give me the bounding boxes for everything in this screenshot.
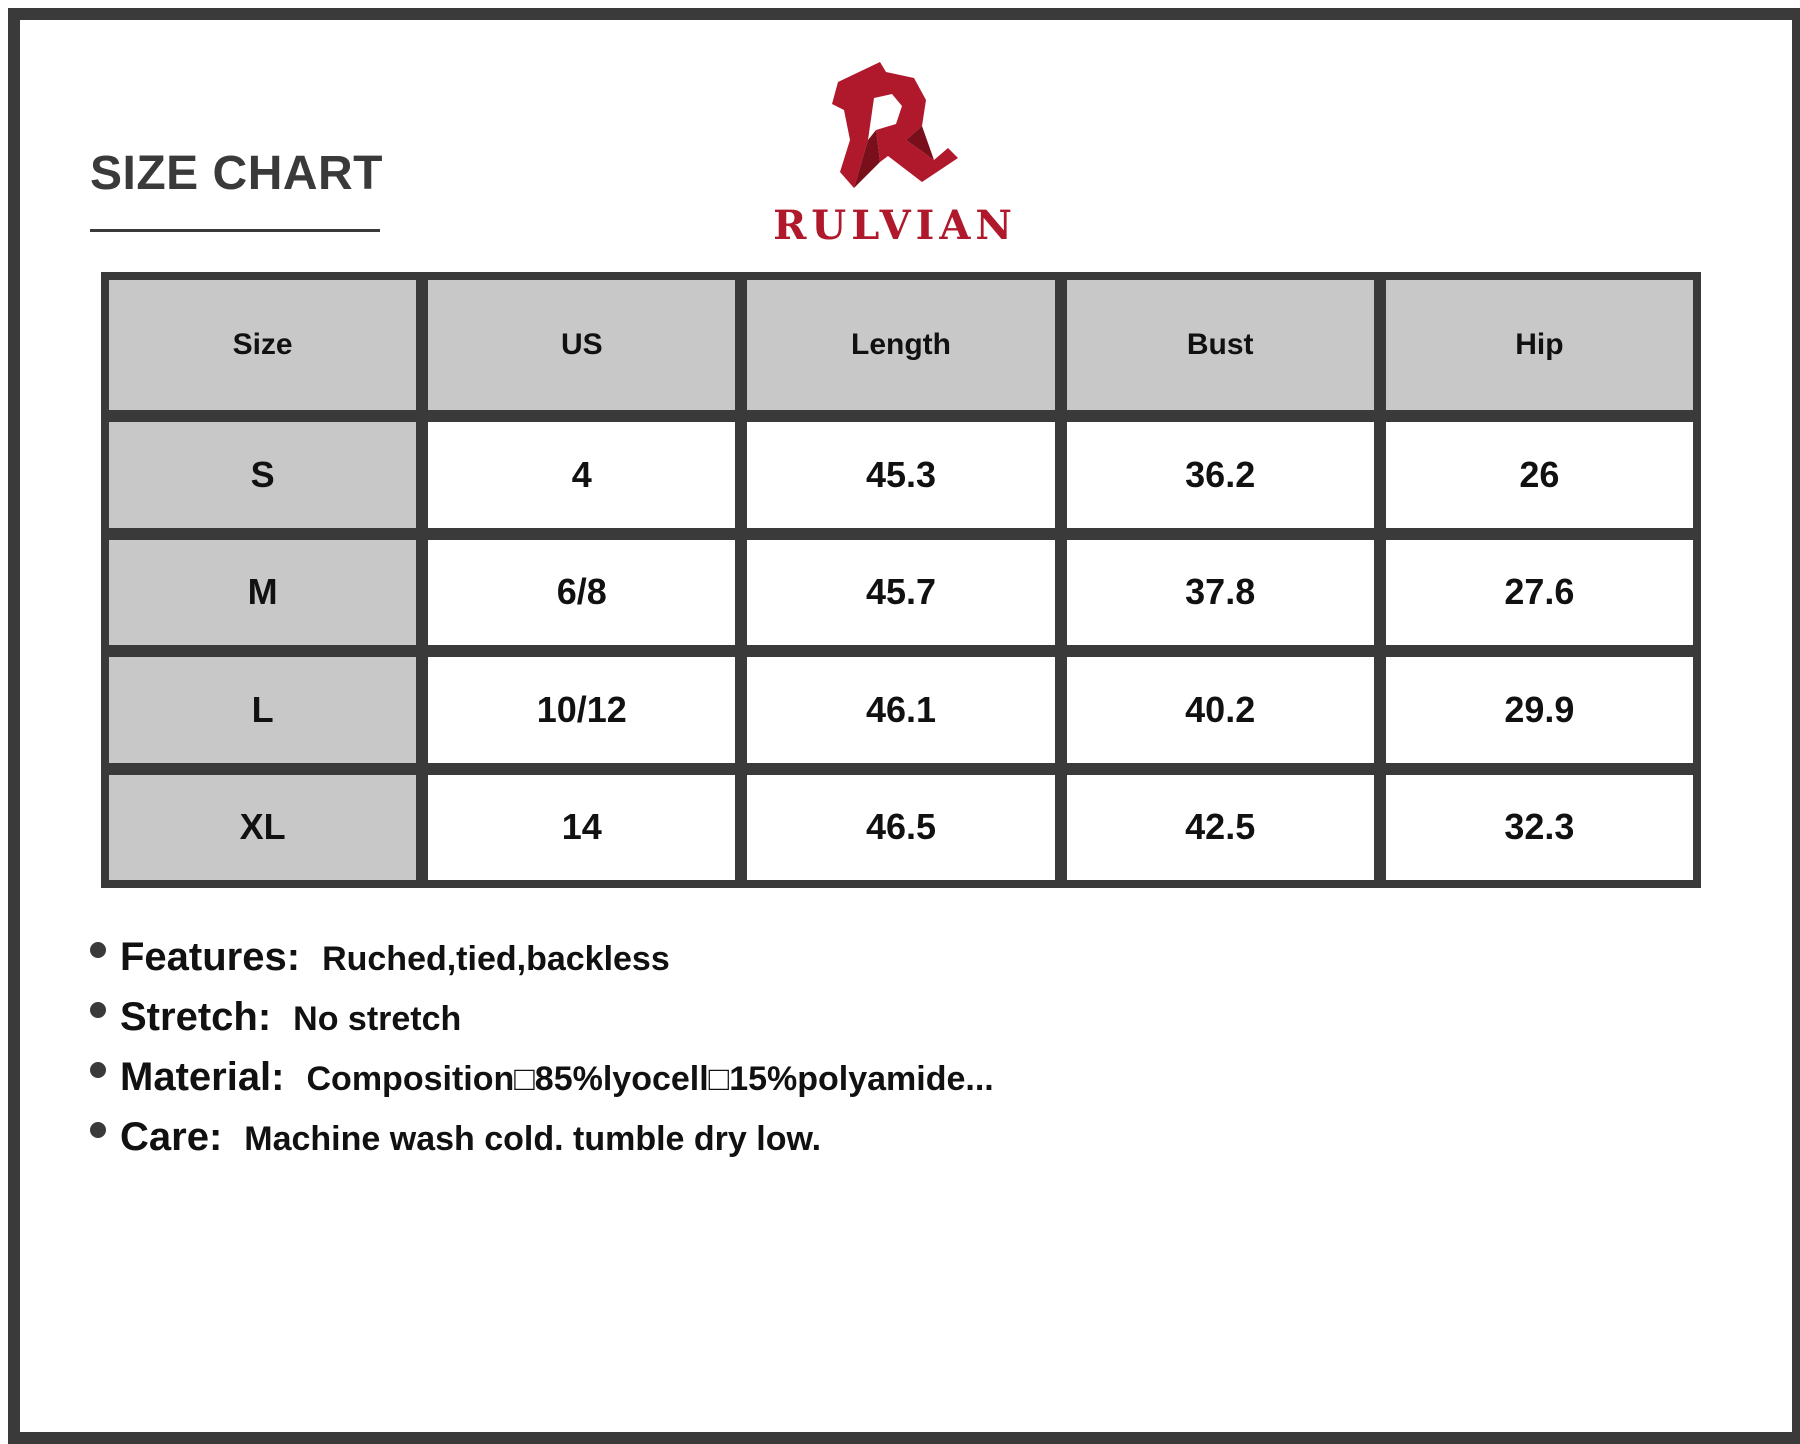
bullet-icon — [90, 1062, 106, 1078]
row-s-us: 4 — [428, 422, 735, 528]
header-us: US — [428, 280, 735, 410]
r-logo-icon — [810, 60, 960, 195]
product-notes — [90, 935, 994, 1175]
header-hip: Hip — [1386, 280, 1693, 410]
bullet-icon — [90, 1122, 106, 1138]
row-m-bust: 37.8 — [1067, 540, 1374, 646]
row-l-size: L — [109, 657, 416, 763]
note-features — [90, 935, 994, 995]
size-table — [101, 272, 1701, 888]
note-value: Ruched,tied,backless — [322, 940, 670, 978]
note-label: Features: — [120, 935, 301, 979]
note-material — [90, 1055, 994, 1115]
row-xl-bust: 42.5 — [1067, 775, 1374, 881]
row-s-hip: 26 — [1386, 422, 1693, 528]
page-title: SIZE CHART — [90, 147, 383, 200]
row-xl-length: 46.5 — [747, 775, 1054, 881]
note-stretch — [90, 995, 994, 1055]
row-xl-size: XL — [109, 775, 416, 881]
row-l-bust: 40.2 — [1067, 657, 1374, 763]
bullet-icon — [90, 1002, 106, 1018]
title-underline — [90, 229, 380, 232]
brand-logo — [770, 60, 1050, 260]
note-label: Stretch: — [120, 995, 272, 1039]
row-s-size: S — [109, 422, 416, 528]
header-bust: Bust — [1067, 280, 1374, 410]
row-l-us: 10/12 — [428, 657, 735, 763]
row-m-length: 45.7 — [747, 540, 1054, 646]
row-m-size: M — [109, 540, 416, 646]
row-xl-hip: 32.3 — [1386, 775, 1693, 881]
note-label: Care: — [120, 1115, 223, 1159]
row-l-hip: 29.9 — [1386, 657, 1693, 763]
note-value: No stretch — [293, 1000, 462, 1038]
row-l-length: 46.1 — [747, 657, 1054, 763]
note-value: Composition□85%lyocell□15%polyamide... — [306, 1060, 994, 1098]
note-care — [90, 1115, 994, 1175]
row-xl-us: 14 — [428, 775, 735, 881]
row-m-hip: 27.6 — [1386, 540, 1693, 646]
header-size: Size — [109, 280, 416, 410]
header-length: Length — [747, 280, 1054, 410]
row-s-length: 45.3 — [747, 422, 1054, 528]
note-value: Machine wash cold. tumble dry low. — [244, 1120, 822, 1158]
brand-wordmark: RULVIAN — [773, 202, 1017, 249]
bullet-icon — [90, 942, 106, 958]
row-m-us: 6/8 — [428, 540, 735, 646]
note-label: Material: — [120, 1055, 285, 1099]
row-s-bust: 36.2 — [1067, 422, 1374, 528]
